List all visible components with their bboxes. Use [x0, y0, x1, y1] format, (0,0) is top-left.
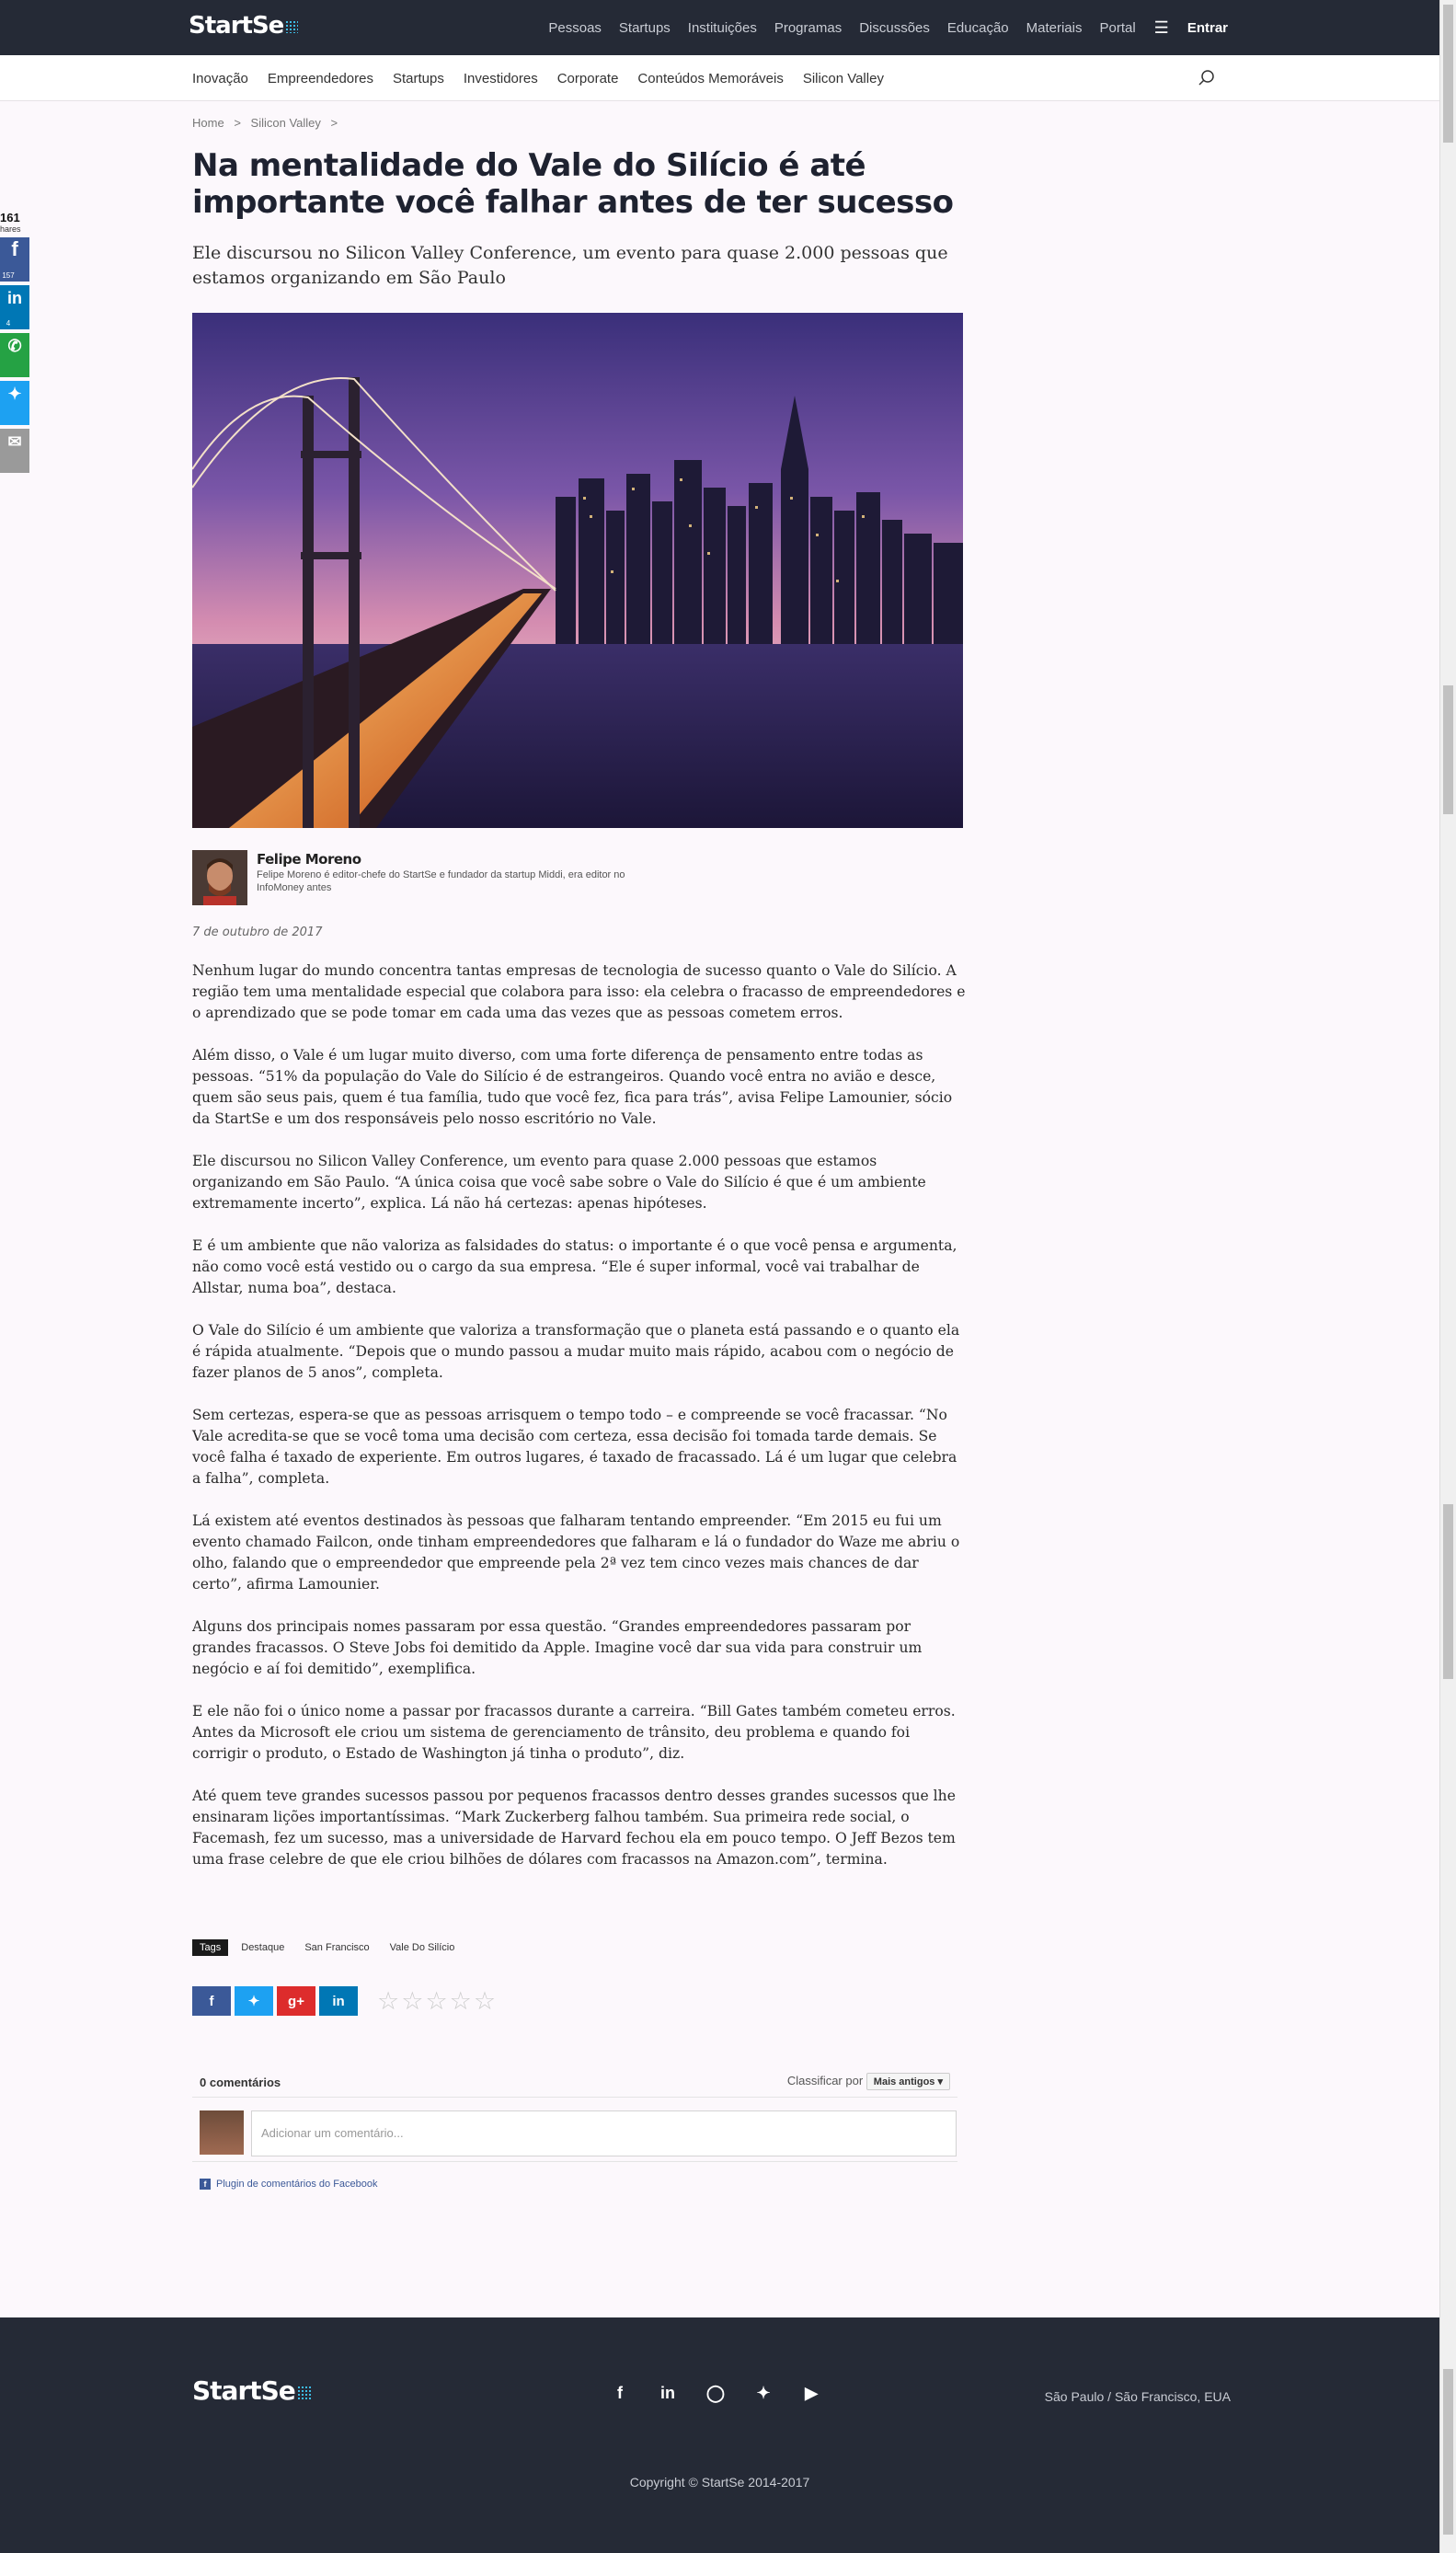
nav-item-portal[interactable]: Portal	[1099, 19, 1136, 36]
comment-sort	[787, 2073, 950, 2090]
share-rail	[0, 212, 31, 473]
facebook-plugin-link[interactable]: f Plugin de comentários do Facebook	[200, 2179, 957, 2190]
tag-destaque[interactable]: Destaque	[241, 1942, 285, 1953]
nav-item-programas[interactable]: Programas	[774, 19, 843, 36]
star-icon[interactable]: ☆	[425, 1987, 450, 2015]
category-startups[interactable]: Startups	[392, 70, 444, 86]
author-name[interactable]: Felipe Moreno	[257, 851, 361, 868]
article-paragraph: E ele não foi o único nome a passar por fracassos durante a carreira. “Bill Gates também cometeu erros. Antes da Microsoft ele criou um sistema de gerenciamento de trânsito, deu problema e quando foi corrigir o produto, o Estado de Washington já tinha o produto”, diz.	[192, 1703, 956, 1762]
article-paragraph: Alguns dos principais nomes passaram por essa questão. “Grandes empreendedores passaram por grandes fracassos. O Steve Jobs foi demitido da Apple. Imagine você dar sua vida para construir um negócio e aí foi demitido”, exemplifica.	[192, 1618, 923, 1677]
article-body	[192, 960, 967, 1892]
article-paragraph: E é um ambiente que não valoriza as falsidades do status: o importante é o que você pensa e argumenta, não como você está vestido ou o cargo da sua empresa. “Ele é super informal, você vai trabalhar de Allstar, numa boa”, destaca.	[192, 1237, 957, 1296]
category-silicon-valley[interactable]: Silicon Valley	[802, 70, 884, 86]
author-avatar[interactable]	[192, 850, 247, 905]
article-subtitle: Ele discursou no Silicon Valley Conference, um evento para quase 2.000 pessoas que estamos organizando em São Paulo	[192, 243, 948, 288]
twitter-share-button[interactable]	[235, 1986, 273, 2016]
linkedin-icon: in	[7, 289, 22, 307]
social-share-row	[192, 1986, 361, 2016]
whatsapp-icon: ✆	[7, 337, 22, 355]
category-empreendedores[interactable]: Empreendedores	[267, 70, 373, 86]
article-paragraph: Até quem teve grandes sucessos passou por pequenos fracassos dentro desses grandes sucessos que lhe ensinaram lições importantíssimas. “Mark Zuckerberg falhou também. Sua primeira rede social, o Facemash, fez um sucesso, mas a universidade de Harvard fechou ela em pouco tempo. O Jeff Bezos tem uma frase celebre de que ele criou bilhões de dólares com fracassos na Amazon.com”, termina.	[192, 1788, 956, 1868]
comment-count: 0 comentários	[200, 2076, 281, 2089]
linkedin-share-button[interactable]	[319, 1986, 358, 2016]
nav-item-instituicoes[interactable]: Instituições	[687, 19, 757, 36]
hamburger-icon[interactable]: ☰	[1153, 17, 1169, 37]
comment-input[interactable]: Adicionar um comentário...	[251, 2110, 957, 2156]
linkedin-icon[interactable]: in	[660, 2384, 675, 2402]
user-avatar	[200, 2110, 244, 2155]
facebook-icon: f	[11, 237, 18, 260]
nav-item-materiais[interactable]: Materiais	[1026, 19, 1083, 36]
nav-item-startups[interactable]: Startups	[618, 19, 671, 36]
linkedin-share-count: 4	[6, 319, 11, 328]
logo-dots-icon	[285, 20, 298, 33]
publish-date: 7 de outubro de 2017	[192, 926, 323, 939]
nav-item-pessoas[interactable]: Pessoas	[548, 19, 602, 36]
login-link[interactable]: Entrar	[1187, 19, 1228, 36]
hero-image-bay-bridge	[192, 313, 963, 828]
scrollbar-thumb[interactable]	[1443, 5, 1453, 143]
search-icon[interactable]	[1198, 68, 1216, 88]
facebook-icon: f	[209, 1993, 214, 2009]
nav-item-educacao[interactable]: Educação	[946, 19, 1009, 36]
share-total-count: 161	[0, 211, 20, 224]
tags-label: Tags	[192, 1939, 228, 1956]
logo-dots-icon	[297, 2386, 311, 2399]
breadcrumb-separator: >	[234, 116, 241, 130]
share-whatsapp-button[interactable]	[0, 333, 29, 377]
facebook-comments	[192, 2061, 957, 2190]
twitter-icon: ✦	[7, 385, 22, 403]
star-rating	[377, 1987, 498, 2016]
twitter-icon[interactable]: ✦	[756, 2384, 771, 2402]
linkedin-icon: in	[332, 1993, 345, 2009]
share-linkedin-button[interactable]	[0, 285, 29, 329]
author-bio: Felipe Moreno é editor-chefe do StartSe e fundador da startup Middi, era editor no InfoMoney antes	[257, 869, 625, 893]
email-icon: ✉	[7, 432, 22, 451]
facebook-icon[interactable]: f	[617, 2384, 623, 2402]
article-paragraph: Além disso, o Vale é um lugar muito diverso, com uma forte diferença de pensamento entre todas as pessoas. “51% da população do Vale do Silício é de estrangeiros. Quando você entra no avião e desce, quem são seus pais, quem é tua família, tudo que você fez, fica para trás”, avisa Felipe Lamounier, sócio da StartSe e um dos responsáveis pelo nosso escritório no Vale.	[192, 1047, 953, 1127]
article-title: Na mentalidade do Vale do Silício é até importante você falhar antes de ter sucesso	[192, 147, 954, 221]
top-nav	[531, 0, 1228, 55]
footer-location: São Paulo / São Francisco, EUA	[1044, 2389, 1231, 2404]
share-label: hares	[0, 224, 21, 234]
star-icon[interactable]: ☆	[473, 1987, 499, 2015]
youtube-icon[interactable]: ▶	[805, 2384, 818, 2402]
article-paragraph: O Vale do Silício é um ambiente que valoriza a transformação que o planeta está passando e o quanto ela é rápida atualmente. “Depois que o mundo passou a mudar muito mais rápido, acabou com o negócio de fazer planos de 5 anos”, completa.	[192, 1322, 960, 1381]
breadcrumb	[192, 116, 344, 130]
twitter-icon: ✦	[247, 1994, 260, 2009]
category-inovacao[interactable]: Inovação	[192, 70, 248, 86]
facebook-share-count: 157	[2, 271, 15, 280]
category-conteudos-memoraveis[interactable]: Conteúdos Memoráveis	[637, 70, 784, 86]
nav-item-discussoes[interactable]: Discussões	[859, 19, 930, 36]
category-investidores[interactable]: Investidores	[463, 70, 538, 86]
footer-logo[interactable]: StartSe	[192, 2375, 311, 2406]
category-corporate[interactable]: Corporate	[556, 70, 619, 86]
scrollbar-thumb[interactable]	[1443, 2369, 1453, 2535]
article-paragraph: Nenhum lugar do mundo concentra tantas empresas de tecnologia de sucesso quanto o Vale do Silício. A região tem uma mentalidade especial que colabora para isso: ela celebra o fracasso de empreendedores e o aprendizado que se pode tomar em cada uma das vezes que as pessoas cometem erros.	[192, 962, 966, 1021]
star-icon[interactable]: ☆	[377, 1987, 402, 2015]
scrollbar-thumb[interactable]	[1443, 685, 1453, 814]
scrollbar-thumb[interactable]	[1443, 1504, 1453, 1679]
google-plus-icon: g+	[288, 1993, 304, 2009]
footer-social-icons	[607, 2384, 824, 2404]
article-paragraph: Sem certezas, espera-se que as pessoas arrisquem o tempo todo – e compreende se você fracassar. “No Vale acredita-se que se você toma uma decisão com certeza, essa decisão foi tomada tarde demais. Se você falha é taxado de experiente. Em outros lugares, é taxado de fracassado. Lá é um lugar que celebra a falha”, completa.	[192, 1407, 957, 1487]
instagram-icon[interactable]: ◯	[705, 2384, 726, 2402]
category-nav	[0, 55, 1439, 101]
share-facebook-button[interactable]	[0, 237, 29, 282]
facebook-share-button[interactable]	[192, 1986, 231, 2016]
article-paragraph: Ele discursou no Silicon Valley Conference, um evento para quase 2.000 pessoas que estamos organizando em São Paulo. “A única coisa que você sabe sobre o Vale do Silício é que é um ambiente extremamente incerto”, explica. Lá não há certezas: apenas hipóteses.	[192, 1153, 926, 1212]
tags-row	[192, 1939, 475, 1956]
breadcrumb-silicon-valley[interactable]: Silicon Valley	[250, 116, 321, 130]
google-plus-share-button[interactable]	[277, 1986, 315, 2016]
star-icon[interactable]: ☆	[401, 1987, 426, 2015]
breadcrumb-home[interactable]: Home	[192, 116, 224, 130]
page-scrollbar[interactable]	[1439, 0, 1456, 2553]
tag-vale-do-silicio[interactable]: Vale Do Silício	[389, 1942, 455, 1953]
footer	[0, 2317, 1439, 2553]
article-paragraph: Lá existem até eventos destinados às pessoas que falharam tentando empreender. “Em 2015 eu fui um evento chamado Failcon, onde tinham empreendedores que falharam e lá o fundador do Waze me abriu o olho, falando que o empreendedor que empreende pela 2ª vez tem cinco vezes mais chances de dar certo”, afirma Lamounier.	[192, 1512, 960, 1593]
footer-copyright: Copyright © StartSe 2014-2017	[629, 2475, 810, 2490]
facebook-icon: f	[200, 2179, 211, 2190]
startse-logo[interactable]: StartSe	[189, 12, 298, 40]
tag-san-francisco[interactable]: San Francisco	[304, 1942, 370, 1953]
share-email-button[interactable]	[0, 429, 29, 473]
sort-select[interactable]: Mais antigos ▾	[866, 2073, 950, 2090]
sort-label: Classificar por	[786, 2074, 864, 2087]
top-navbar	[0, 0, 1439, 55]
star-icon[interactable]: ☆	[449, 1987, 474, 2015]
share-twitter-button[interactable]	[0, 381, 29, 425]
breadcrumb-separator: >	[330, 116, 338, 130]
